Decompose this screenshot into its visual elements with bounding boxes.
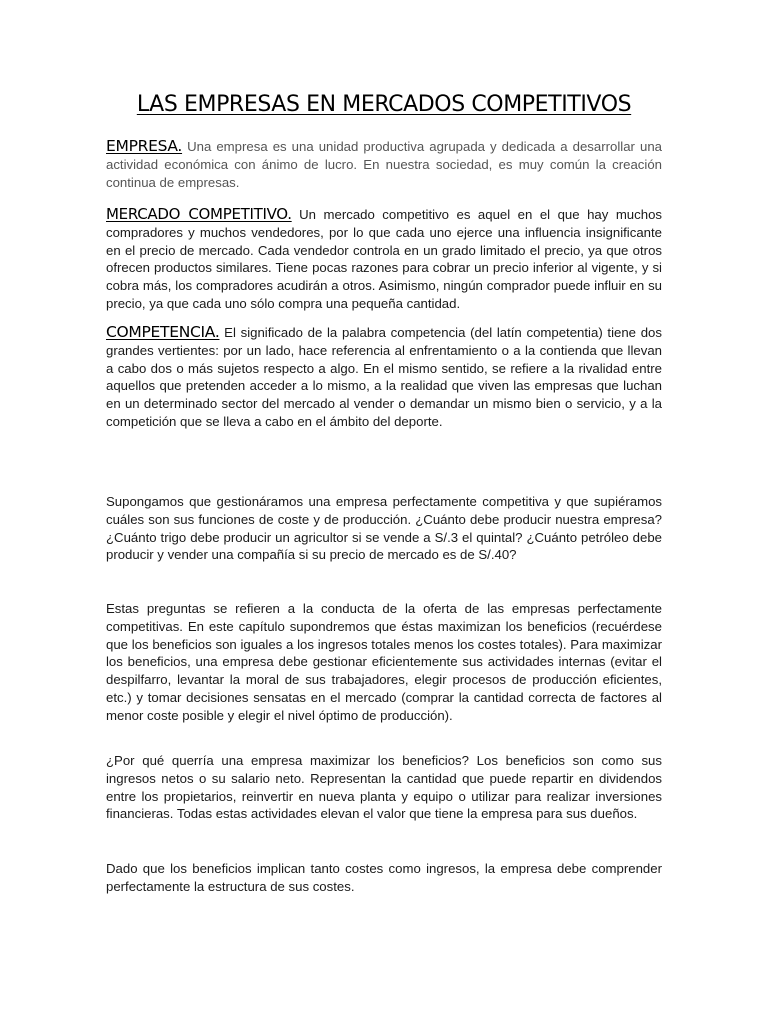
body-paragraph-supongamos: Supongamos que gestionáramos una empresa perfectamente competitiva y que supiéramos cuáles son sus funciones de coste y de producción. ¿Cuánto debe producir nuestra empresa? ¿Cuánto trigo debe producir un agricultor si se vende a S/.3 el quintal? ¿Cuánto petróleo debe producir y vender una compañía si su precio de mercado es de S/.40?	[106, 494, 662, 563]
empresa-paragraph	[106, 138, 662, 191]
competencia-paragraph	[106, 324, 662, 431]
competencia-heading: COMPETENCIA.	[106, 323, 220, 341]
mercado-competitivo-paragraph	[106, 206, 662, 313]
body-paragraph-por-que: ¿Por qué querría una empresa maximizar los beneficios? Los beneficios son como sus ingresos netos o su salario neto. Representan la cantidad que puede repartir en dividendos entre los propietarios, reinvertir en nueva planta y equipo o utilizar para realizar inversiones financieras. Todas estas actividades elevan el valor que tiene la empresa para sus dueños.	[106, 753, 662, 822]
mercado-competitivo-heading: MERCADO COMPETITIVO.	[106, 205, 292, 223]
document-title: LAS EMPRESAS EN MERCADOS COMPETITIVOS	[136, 92, 632, 117]
empresa-text: Una empresa es una unidad productiva agrupada y dedicada a desarrollar una actividad económica con ánimo de lucro. En nuestra sociedad, es muy común la creación continua de empresas.	[106, 139, 662, 190]
empresa-heading: EMPRESA.	[106, 137, 183, 155]
body-paragraph-dado-que: Dado que los beneficios implican tanto costes como ingresos, la empresa debe comprender perfectamente la estructura de sus costes.	[106, 861, 662, 894]
mercado-competitivo-text: Un mercado competitivo es aquel en el que hay muchos compradores y muchos vendedores, por lo que cada uno ejerce una influencia insignificante en el precio de mercado. Cada vendedor controla en un grado limitado el precio, ya que otros ofrecen productos similares. Tiene pocas razones para cobrar un precio inferior al vigente, y si cobra más, los compradores acudirán a otros. Asimismo, ningún comprador puede influir en su precio, ya que cada uno sólo compra una pequeña cantidad.	[106, 207, 662, 311]
body-paragraph-estas-preguntas: Estas preguntas se refieren a la conducta de la oferta de las empresas perfectamente competitivas. En este capítulo supondremos que éstas maximizan los beneficios (recuérdese que los beneficios son iguales a los ingresos totales menos los costes totales). Para maximizar los beneficios, una empresa debe gestionar eficientemente sus actividades internas (evitar el despilfarro, levantar la moral de sus trabajadores, elegir procesos de producción eficientes, etc.) y tomar decisiones sensatas en el mercado (comprar la cantidad correcta de factores al menor coste posible y elegir el nivel óptimo de producción).	[106, 601, 662, 723]
competencia-text: El significado de la palabra competencia (del latín competentia) tiene dos grandes vertientes: por un lado, hace referencia al enfrentamiento o a la contienda que llevan a cabo dos o más sujetos respecto a algo. En el mismo sentido, se refiere a la rivalidad entre aquellos que pretenden acceder a lo mismo, a la realidad que viven las empresas que luchan en un determinado sector del mercado al vender o demandar un mismo bien o servicio, y a la competición que se lleva a cabo en el ámbito del deporte.	[106, 325, 662, 429]
